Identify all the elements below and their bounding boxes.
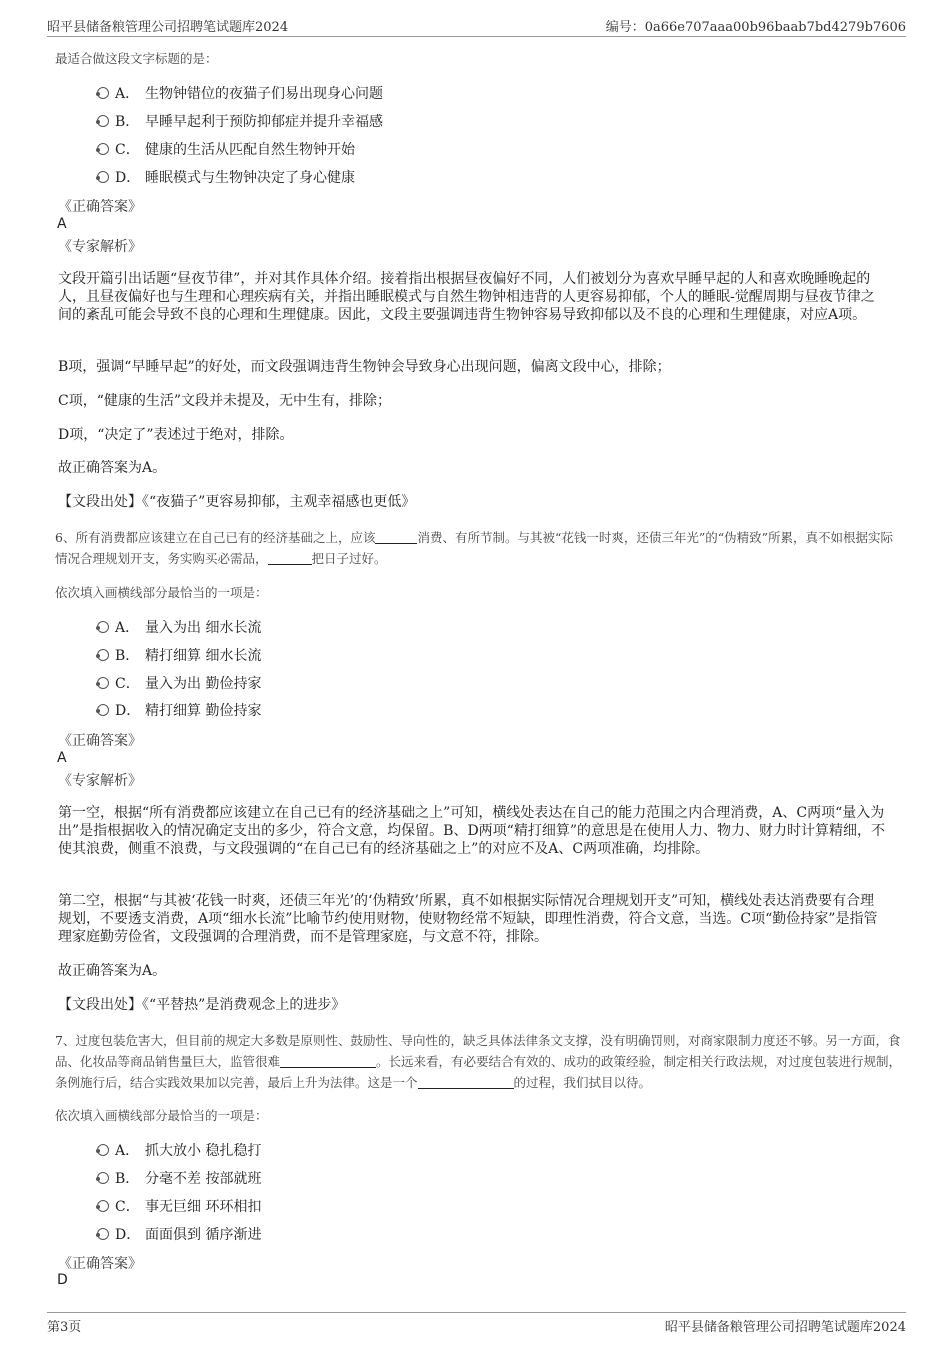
q7-option-d[interactable]: D． 面面俱到 循序渐进 [97, 1224, 261, 1244]
blank-2[interactable] [418, 1076, 514, 1089]
radio-icon[interactable] [97, 1144, 109, 1156]
q6-analysis-paragraph: 第一空，根据“所有消费都应该建立在自己已有的经济基础之上”可知，横线处表达在自己的能力范围之内合理消费，A、C两项“量入为出”是指根据收入的情况确定支出的多少，符合文意，均保留。B、D两项“精打细算”的意思是在使用人力、物力、财力时计算精细，不使其浪费，侧重不浪费，与文段强调的“在自己已有的经济基础之上”的对应不及A、C两项准确，均排除。 [58, 805, 885, 857]
q7-prompt: 依次填入画横线部分最恰当的一项是： [55, 1108, 268, 1123]
radio-icon[interactable] [97, 1200, 109, 1212]
q5-prompt: 最适合做这段文字标题的是： [55, 51, 218, 66]
q5-analysis-paragraph: B项，强调“早睡早起”的好处，而文段强调违背生物钟会导致身心出现问题，偏离文段中心，排除； [58, 359, 671, 375]
q6-analysis-label: 《专家解析》 [58, 773, 142, 789]
q7-option-b[interactable]: B． 分毫不差 按部就班 [97, 1168, 261, 1188]
q6-option-b[interactable]: B． 精打细算 细水长流 [97, 645, 261, 665]
blank-1[interactable] [375, 531, 417, 544]
q7-option-a[interactable]: A． 抓大放小 稳扎稳打 [97, 1140, 261, 1160]
header-title: 昭平县储备粮管理公司招聘笔试题库2024 [47, 20, 289, 35]
q6-question: 6、所有消费都应该建立在自己已有的经济基础之上，应该 消费、有所节制。与其被“花钱一时爽，还债三年光”的“伪精致”所累，真不如根据实际情况合理规划开支，务实购买必需品， 把日子过好。 [55, 530, 894, 566]
q5-analysis-paragraph: 文段开篇引出话题“昼夜节律”，并对其作具体介绍。接着指出根据昼夜偏好不同，人们被划分为喜欢早睡早起的人和喜欢晚睡晚起的人，且昼夜偏好也与生理和心理疾病有关，并指出睡眠模式与自然生物钟相违背的人更容易抑郁，个人的睡眠-觉醒周期与昼夜节律之间的紊乱可能会导致不良的心理和生理健康。因此，文段主要强调违背生物钟容易导致抑郁以及不良的心理和生理健康，对应A项。 [58, 271, 875, 323]
page-footer [47, 1312, 906, 1335]
q5-analysis-conclusion: 故正确答案为A。 [58, 460, 167, 476]
q5-option-a[interactable]: A． 生物钟错位的夜猫子们易出现身心问题 [97, 83, 383, 103]
q5-analysis-paragraph: D项，“决定了”表述过于绝对，排除。 [58, 427, 294, 443]
q6-option-d[interactable]: D． 精打细算 勤俭持家 [97, 700, 261, 720]
q5-answer-label: 《正确答案》 [58, 199, 142, 215]
q6-option-c[interactable]: C． 量入为出 勤俭持家 [97, 673, 261, 693]
q6-answer-label: 《正确答案》 [58, 733, 142, 749]
page-header [47, 14, 906, 37]
radio-icon[interactable] [97, 1228, 109, 1240]
radio-icon[interactable] [97, 621, 109, 633]
q6-answer: A [57, 750, 67, 766]
q6-analysis-conclusion: 故正确答案为A。 [58, 963, 167, 979]
q5-option-b[interactable]: B． 早睡早起利于预防抑郁症并提升幸福感 [97, 111, 383, 131]
q7-answer-label: 《正确答案》 [58, 1256, 142, 1272]
q6-option-a[interactable]: A． 量入为出 细水长流 [97, 617, 261, 637]
q6-source: 【文段出处】《“平替热”是消费观念上的进步》 [58, 997, 346, 1013]
q6-prompt: 依次填入画横线部分最恰当的一项是： [55, 585, 268, 600]
radio-icon[interactable] [97, 677, 109, 689]
radio-icon[interactable] [97, 1172, 109, 1184]
radio-icon[interactable] [97, 704, 109, 716]
q7-answer: D [57, 1272, 68, 1288]
q5-answer: A [57, 216, 67, 232]
q5-analysis-label: 《专家解析》 [58, 239, 142, 255]
header-doc-id: 编号：0a66e707aaa00b96baab7bd4279b7606 [605, 20, 906, 35]
radio-icon[interactable] [97, 87, 109, 99]
q5-option-d[interactable]: D． 睡眠模式与生物钟决定了身心健康 [97, 167, 355, 187]
footer-title: 昭平县储备粮管理公司招聘笔试题库2024 [664, 1320, 906, 1335]
q7-option-c[interactable]: C． 事无巨细 环环相扣 [97, 1196, 261, 1216]
radio-icon[interactable] [97, 649, 109, 661]
radio-icon[interactable] [97, 143, 109, 155]
q5-option-c[interactable]: C． 健康的生活从匹配自然生物钟开始 [97, 139, 355, 159]
q6-analysis-paragraph: 第二空，根据“与其被‘花钱一时爽，还债三年光’的‘伪精致’所累，真不如根据实际情况合理规划开支”可知，横线处表达消费要有合理规划，不要透支消费，A项“细水长流”比喻节约使用财物，使财物经常不短缺，即理性消费，符合文意，当选。C项“勤俭持家”是指管理家庭勤劳俭省，文段强调的合理消费，而不是管理家庭，与文意不符，排除。 [58, 893, 878, 945]
q5-source: 【文段出处】《“夜猫子”更容易抑郁，主观幸福感也更低》 [58, 494, 416, 510]
blank-2[interactable] [268, 552, 312, 565]
radio-icon[interactable] [97, 115, 109, 127]
page-number: 第3页 [47, 1320, 82, 1335]
blank-1[interactable] [280, 1055, 376, 1068]
q5-analysis-paragraph: C项，“健康的生活”文段并未提及，无中生有，排除； [58, 393, 392, 409]
radio-icon[interactable] [97, 171, 109, 183]
q7-question: 7、过度包装危害大，但目前的规定大多数是原则性、鼓励性、导向性的，缺乏具体法律条文支撑，没有明确罚则，对商家限制力度还不够。另一方面，食品、化妆品等商品销售量巨大，监管很难 。长远来看，有必要结合有效的、成功的政策经验，制定相关行政法规，对过度包装进行规制，条例施行后，结合实践效果加以完善，最后上升为法律。这是一个 的过程，我们拭目以待。 [55, 1033, 902, 1090]
